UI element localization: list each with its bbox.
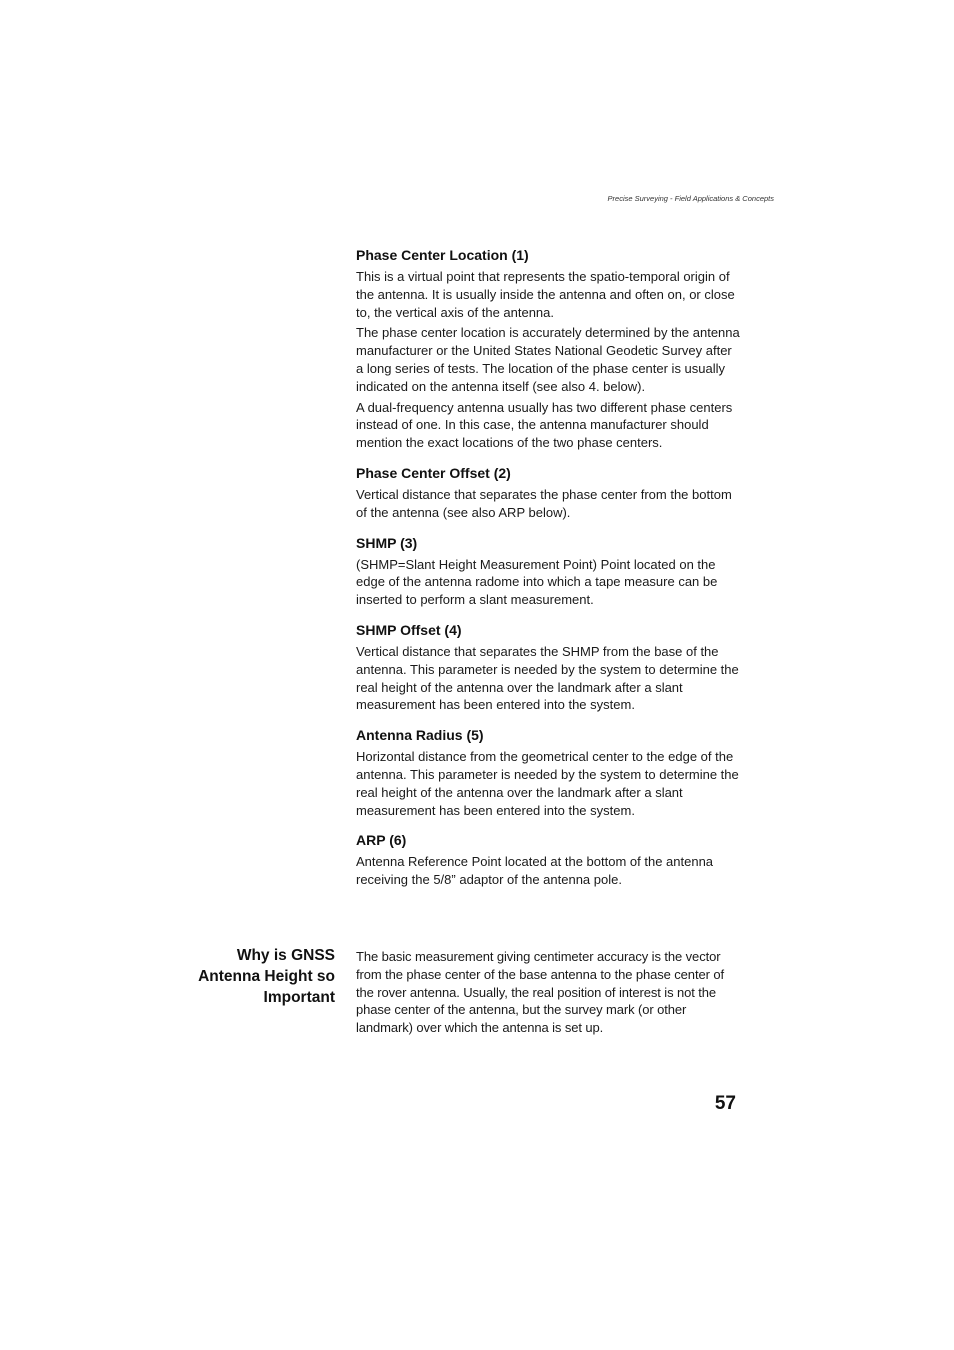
section-shmp — [356, 534, 740, 609]
section-shmp-offset — [356, 621, 740, 714]
section-heading: SHMP (3) — [356, 534, 418, 551]
paragraph: Vertical distance that separates the phase center from the bottom of the antenna (see also ARP below). — [356, 486, 732, 520]
page-number: 57 — [714, 1093, 736, 1114]
running-header: Precise Surveying - Field Applications & Concepts — [607, 194, 774, 203]
paragraph: A dual-frequency antenna usually has two different phase centers instead of one. In this case, the antenna manufacturer should mention the exact locations of the two phase centers. — [356, 399, 733, 451]
section-heading: Phase Center Offset (2) — [356, 464, 511, 481]
section-heading: SHMP Offset (4) — [356, 621, 462, 638]
side-section-body — [356, 948, 740, 1040]
side-heading-line: Important — [263, 989, 335, 1006]
paragraph: This is a virtual point that represents the spatio-temporal origin of the antenna. It is usually inside the antenna and often on, or close to, the vertical axis of the antenna. — [356, 269, 735, 320]
section-arp — [356, 831, 740, 889]
side-heading-line: Why is GNSS — [236, 947, 335, 964]
section-phase-center-offset — [356, 464, 740, 522]
paragraph: Horizontal distance from the geometrical center to the edge of the antenna. This parameter is needed by the system to determine the real height of the antenna over the landmark after a slant measurement has been entered into the system. — [356, 749, 739, 818]
paragraph: The basic measurement giving centimeter accuracy is the vector from the phase center of the base antenna to the phase center of the rover antenna. Usually, the real position of interest is not the phase center of the antenna, but the survey mark (or other landmark) over which the antenna is set up. — [356, 949, 724, 1036]
paragraph: The phase center location is accurately determined by the antenna manufacturer or the United States National Geodetic Survey after a long series of tests. The location of the phase center is usually indicated on the antenna itself (see also 4. below). — [356, 325, 740, 394]
section-phase-center-location — [356, 246, 740, 452]
main-column — [356, 246, 740, 901]
section-antenna-radius — [356, 726, 740, 819]
side-heading — [190, 945, 335, 1008]
section-heading: Phase Center Location (1) — [356, 247, 529, 263]
paragraph: Antenna Reference Point located at the bottom of the antenna receiving the 5/8” adaptor of the antenna pole. — [356, 854, 714, 888]
section-heading: ARP (6) — [356, 832, 407, 849]
side-heading-line: Antenna Height so — [198, 968, 335, 985]
paragraph: (SHMP=Slant Height Measurement Point) Point located on the edge of the antenna radome into which a tape measure can be inserted to perform a slant measurement. — [356, 556, 718, 608]
paragraph: Vertical distance that separates the SHMP from the base of the antenna. This parameter is needed by the system to determine the real height of the antenna over the landmark after a slant measurement has been entered into the system. — [356, 643, 739, 713]
section-heading: Antenna Radius (5) — [356, 727, 484, 744]
